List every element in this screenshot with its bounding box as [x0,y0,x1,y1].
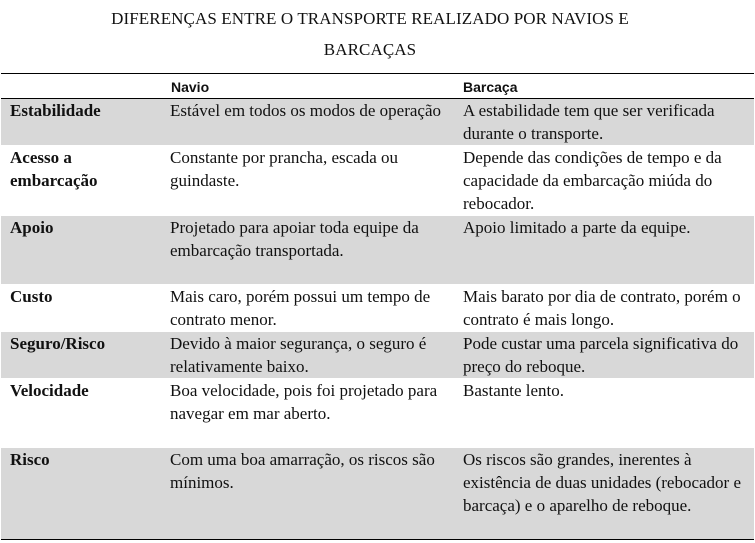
row-navio-cell: Mais caro, porém possui um tempo de contrato menor. [167,285,459,332]
row-criterion: Seguro/Risco [1,332,167,379]
row-criterion: Estabilidade [1,99,167,146]
row-barcaca-cell: Os riscos são grandes, inerentes à existência de duas unidades (rebocador e barcaça) e o aparelho de reboque. [459,448,754,540]
comparison-table [1,73,754,540]
header-navio: Navio [167,74,459,99]
header-criterion [1,74,167,99]
table-row [1,99,754,146]
row-barcaca-cell: Depende das condições de tempo e da capacidade da embarcação miúda do rebocador. [459,146,754,216]
row-criterion: Velocidade [1,379,167,448]
row-criterion: Risco [1,448,167,540]
row-navio-cell: Com uma boa amarração, os riscos são mínimos. [167,448,459,540]
row-criterion: Custo [1,285,167,332]
table-row [1,146,754,216]
row-barcaca-cell: Bastante lento. [459,379,754,448]
table-row [1,216,754,285]
table-row [1,448,754,540]
row-barcaca-cell: Mais barato por dia de contrato, porém o contrato é mais longo. [459,285,754,332]
document-title-line-2: BARCAÇAS [323,40,417,59]
row-navio-cell: Estável em todos os modos de operação [167,99,459,146]
row-criterion: Apoio [1,216,167,285]
header-barcaca: Barcaça [459,74,754,99]
row-barcaca-cell: Apoio limitado a parte da equipe. [459,216,754,285]
document-title-line-1: DIFERENÇAS ENTRE O TRANSPORTE REALIZADO POR NAVIOS E [111,9,629,28]
table-row [1,332,754,379]
table-header-row [1,74,754,99]
row-navio-cell: Projetado para apoiar toda equipe da embarcação transportada. [167,216,459,285]
row-barcaca-cell: Pode custar uma parcela significativa do preço do reboque. [459,332,754,379]
table-row [1,285,754,332]
row-criterion: Acesso a embarcação [1,146,167,216]
row-navio-cell: Devido à maior segurança, o seguro é relativamente baixo. [167,332,459,379]
row-navio-cell: Boa velocidade, pois foi projetado para navegar em mar aberto. [167,379,459,448]
row-barcaca-cell: A estabilidade tem que ser verificada durante o transporte. [459,99,754,146]
row-navio-cell: Constante por prancha, escada ou guindaste. [167,146,459,216]
table-row [1,379,754,448]
